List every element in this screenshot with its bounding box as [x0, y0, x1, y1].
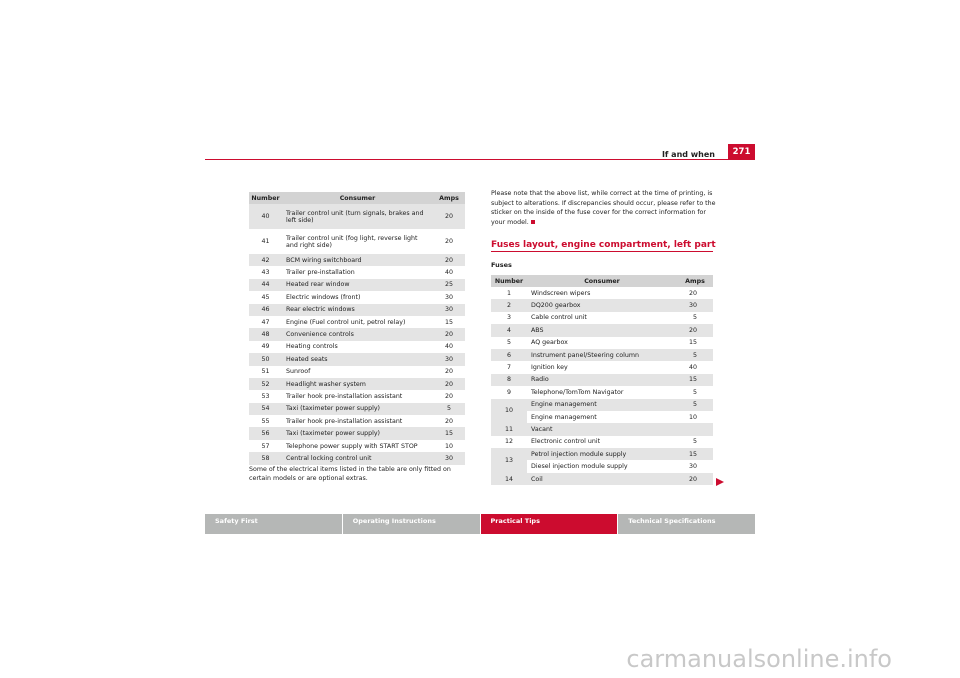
- fuse-consumer: ABS: [527, 324, 677, 336]
- watermark: carmanualsonline.info: [626, 645, 892, 673]
- table-row: [249, 254, 465, 266]
- fuse-table-left: [249, 192, 465, 465]
- section-title: Fuses layout, engine compartment, left part: [491, 240, 716, 250]
- table-row: [491, 361, 713, 373]
- section-end-mark: [531, 220, 535, 224]
- fuse-number: 5: [506, 339, 511, 347]
- fuse-consumer: Ignition key: [531, 364, 568, 372]
- table-row: [491, 299, 713, 311]
- fuse-number: 43: [261, 269, 270, 277]
- fuse-number: 2: [491, 299, 527, 311]
- table-row: [249, 229, 465, 254]
- fuse-number: 40: [249, 204, 282, 229]
- fuse-amps: 30: [444, 293, 453, 301]
- fuse-consumer: Rear electric windows: [282, 304, 433, 316]
- fuse-number: 11: [491, 423, 527, 435]
- fuse-amps: 30: [688, 463, 697, 471]
- fuse-amps: 20: [433, 328, 465, 340]
- fuse-table-right: [491, 275, 713, 485]
- fuse-consumer: Taxi (taximeter power supply): [282, 427, 433, 439]
- fuse-number: 12: [504, 438, 513, 446]
- fuse-amps: 20: [433, 254, 465, 266]
- fuse-consumer: Petrol injection module supply: [527, 448, 677, 460]
- fuse-number: 49: [261, 343, 270, 351]
- fuse-number: 57: [261, 442, 270, 450]
- header-rule: [205, 159, 728, 160]
- fuse-amps: 40: [444, 343, 453, 351]
- table-row: [249, 291, 465, 303]
- fuse-consumer: Trailer pre-installation: [286, 269, 355, 277]
- fuse-number: 48: [249, 328, 282, 340]
- fuse-number: 54: [249, 403, 282, 415]
- footer-tab-safety-first[interactable]: Safety First: [205, 514, 343, 534]
- fuse-consumer: Telephone/TomTom Navigator: [531, 388, 624, 396]
- fuse-number: 50: [249, 353, 282, 365]
- column-header-amps: Amps: [433, 192, 465, 204]
- fuse-amps: 5: [433, 403, 465, 415]
- fuse-amps: 20: [444, 392, 453, 400]
- fuse-amps: [677, 423, 713, 435]
- fuse-amps: 15: [688, 339, 697, 347]
- fuse-consumer: Taxi (taximeter power supply): [282, 403, 433, 415]
- table-row: [249, 328, 465, 340]
- fuse-consumer: Central locking control unit: [282, 452, 433, 464]
- fuse-amps: 5: [677, 349, 713, 361]
- table-row: [491, 473, 713, 485]
- fuse-consumer: Coil: [527, 473, 677, 485]
- fuse-consumer: Trailer hook pre-installation assistant: [286, 417, 403, 425]
- fuse-consumer: BCM wiring switchboard: [282, 254, 433, 266]
- column-header-consumer: Consumer: [527, 275, 677, 287]
- footer-tab-practical-tips[interactable]: Practical Tips: [481, 514, 619, 534]
- fuse-amps: 20: [444, 238, 453, 245]
- footer-tab-operating-instructions[interactable]: Operating Instructions: [343, 514, 481, 534]
- fuse-consumer: Telephone power supply with START STOP: [286, 442, 418, 450]
- fuse-number: 4: [491, 324, 527, 336]
- fuse-consumer: Sunroof: [286, 368, 311, 376]
- table-row: [249, 341, 465, 353]
- fuse-number: 41: [261, 238, 270, 245]
- fuse-number: 6: [491, 349, 527, 361]
- table-row: [491, 337, 713, 349]
- page-number: 271: [728, 144, 755, 160]
- fuse-consumer: Heated rear window: [282, 279, 433, 291]
- fuse-number: 14: [491, 473, 527, 485]
- fuse-consumer: Headlight washer system: [282, 378, 433, 390]
- fuse-consumer: Electric windows (front): [286, 293, 361, 301]
- fuse-amps: 20: [433, 204, 465, 229]
- fuse-number: 51: [261, 368, 270, 376]
- fuse-amps: 15: [444, 318, 453, 326]
- fuse-number: 56: [249, 427, 282, 439]
- table-row: [491, 386, 713, 398]
- fuse-consumer: Electronic control unit: [531, 438, 601, 446]
- fuse-consumer: AQ gearbox: [531, 339, 568, 347]
- table-row: [491, 448, 713, 460]
- fuse-consumer: Cable control unit: [531, 314, 587, 322]
- fuse-consumer: DQ200 gearbox: [527, 299, 677, 311]
- fuse-consumer: Instrument panel/Steering column: [527, 349, 677, 361]
- fuse-amps: 10: [688, 413, 697, 421]
- footer-nav: [205, 514, 755, 534]
- fuse-number: 47: [261, 318, 270, 326]
- table-row: [491, 349, 713, 361]
- fuse-amps: 5: [692, 438, 697, 446]
- page-header-title: If and when: [661, 150, 715, 159]
- fuse-consumer: Vacant: [527, 423, 677, 435]
- table-row: [249, 378, 465, 390]
- continue-arrow-icon: [716, 478, 724, 486]
- fuse-consumer: Engine (Fuel control unit, petrol relay): [286, 318, 406, 326]
- fuse-amps: 20: [677, 473, 713, 485]
- fuse-amps: 40: [444, 269, 453, 277]
- column-header-number: Number: [249, 192, 282, 204]
- subsection-title: Fuses: [491, 261, 512, 269]
- table-row: [249, 452, 465, 464]
- table-row: [249, 440, 465, 452]
- fuse-number: 45: [261, 293, 270, 301]
- table-row: [491, 399, 713, 411]
- fuse-amps: 20: [688, 289, 697, 297]
- fuse-amps: 5: [692, 388, 697, 396]
- fuse-number: 58: [249, 452, 282, 464]
- table-row: [249, 415, 465, 427]
- fuse-consumer: Engine management: [527, 399, 677, 411]
- table-row: [491, 374, 713, 386]
- fuse-consumer: Diesel injection module supply: [531, 463, 628, 471]
- table-row: [491, 324, 713, 336]
- fuse-consumer: Engine management: [531, 413, 597, 421]
- footer-tab-technical-specifications[interactable]: Technical Specifications: [628, 517, 716, 525]
- table-row: [249, 353, 465, 365]
- fuse-amps: 20: [433, 378, 465, 390]
- table-row: [491, 287, 713, 299]
- fuse-number: 7: [506, 364, 511, 372]
- fuse-amps: 15: [677, 448, 713, 460]
- fuse-number: 10: [491, 399, 527, 424]
- table-row: [249, 390, 465, 402]
- alterations-note-text: Please note that the above list, while correct at the time of printing, is subject to alterations. If discrepancies should occur, please refer to the sticker on the inside of the fuse cover for the correct information for your model.: [491, 190, 716, 226]
- fuse-amps: 30: [433, 304, 465, 316]
- fuse-consumer: Trailer hook pre-installation assistant: [286, 392, 403, 400]
- fuse-amps: 5: [692, 314, 697, 322]
- table-row: [249, 316, 465, 328]
- fuse-consumer: Convenience controls: [282, 328, 433, 340]
- optional-items-note: Some of the electrical items listed in the table are only fitted on certain models or are optional extras.: [249, 466, 451, 482]
- table-row: [491, 423, 713, 435]
- fuse-amps: 30: [433, 353, 465, 365]
- table-row: [249, 403, 465, 415]
- fuse-consumer: Radio: [527, 374, 677, 386]
- fuse-amps: 30: [433, 452, 465, 464]
- table-row: [249, 366, 465, 378]
- fuse-number: 52: [249, 378, 282, 390]
- column-header-amps: Amps: [677, 275, 713, 287]
- fuse-amps: 25: [433, 279, 465, 291]
- fuse-amps: 5: [677, 399, 713, 411]
- fuse-number: 55: [261, 417, 270, 425]
- table-row: [491, 312, 713, 324]
- fuse-amps: 15: [677, 374, 713, 386]
- column-header-consumer: Consumer: [282, 192, 433, 204]
- fuse-consumer: Windscreen wipers: [531, 289, 591, 297]
- fuse-consumer: Heating controls: [286, 343, 338, 351]
- fuse-number: 9: [506, 388, 511, 396]
- fuse-amps: 15: [433, 427, 465, 439]
- fuse-number: 46: [249, 304, 282, 316]
- fuse-amps: 10: [444, 442, 453, 450]
- fuse-number: 8: [491, 374, 527, 386]
- table-row: [249, 204, 465, 229]
- table-row: [491, 436, 713, 448]
- table-row: [249, 279, 465, 291]
- fuse-number: 13: [491, 448, 527, 473]
- fuse-amps: 20: [444, 368, 453, 376]
- fuse-number: 44: [249, 279, 282, 291]
- fuse-amps: 20: [444, 417, 453, 425]
- fuse-number: 53: [261, 392, 270, 400]
- fuse-amps: 30: [677, 299, 713, 311]
- column-header-number: Number: [491, 275, 527, 287]
- alterations-note: [491, 189, 716, 227]
- fuse-number: 42: [249, 254, 282, 266]
- fuse-consumer: Trailer control unit (fog light, reverse light and right side): [286, 234, 418, 249]
- fuse-amps: 20: [677, 324, 713, 336]
- fuse-consumer: Heated seats: [282, 353, 433, 365]
- table-row: [249, 427, 465, 439]
- table-row: [249, 266, 465, 278]
- fuse-consumer: Trailer control unit (turn signals, brakes and left side): [282, 204, 433, 229]
- section-rule: [491, 251, 713, 252]
- fuse-number: 1: [506, 289, 511, 297]
- fuse-number: 3: [506, 314, 511, 322]
- fuse-amps: 40: [688, 364, 697, 372]
- table-row: [249, 304, 465, 316]
